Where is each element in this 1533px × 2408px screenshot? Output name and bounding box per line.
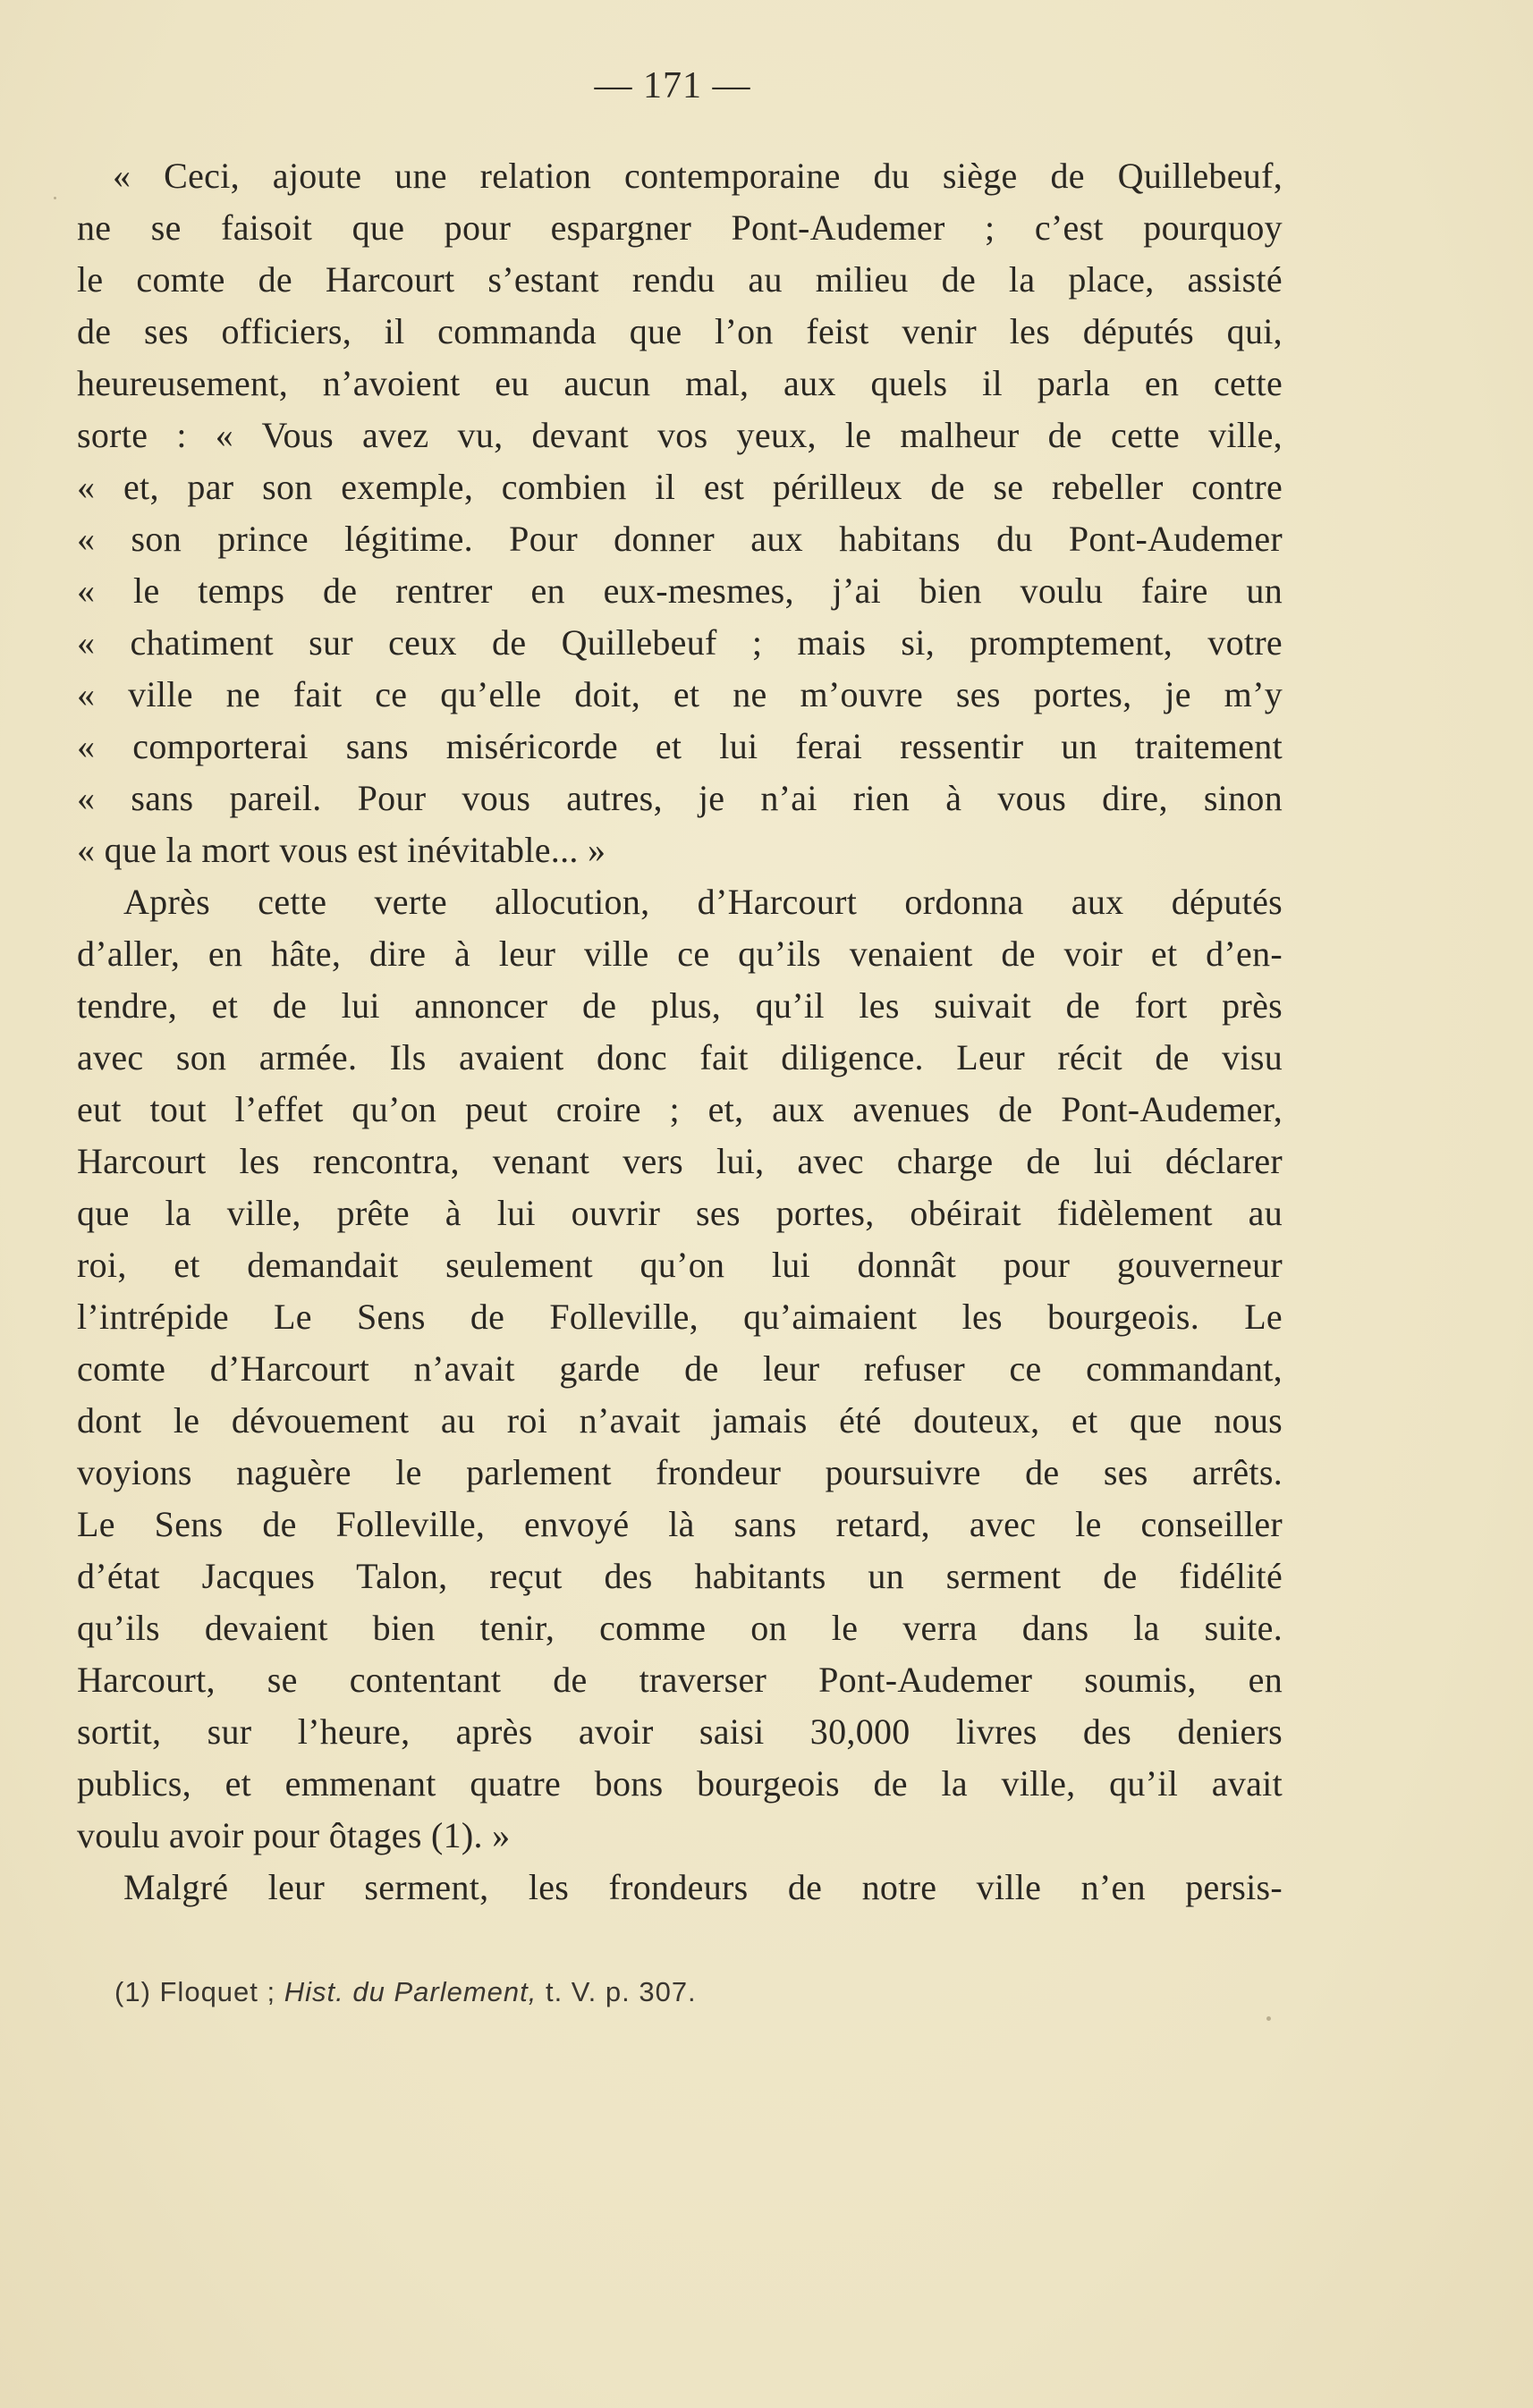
text-line: « ville ne fait ce qu’elle doit, et ne m’ouvre ses portes, je m’y [77,674,1283,714]
text-line: « que la mort vous est inévitable... » [77,830,606,870]
text-line: heureusement, n’avoient eu aucun mal, aux quels il parla en cette [77,363,1283,403]
text-line: avec son armée. Ils avaient donc fait diligence. Leur récit de visu [77,1037,1283,1077]
footnote-title: Hist. du Parlement, [284,1976,538,2007]
text-line: « comporterai sans miséricorde et lui ferai ressentir un traitement [77,726,1283,766]
text-line: « chatiment sur ceux de Quillebeuf ; mais si, promptement, votre [77,622,1283,663]
text-line: ne se faisoit que pour espargner Pont-Audemer ; c’est pourquoy [77,207,1283,248]
body-text [77,150,1283,1914]
text-line: voyions naguère le parlement frondeur poursuivre de ses arrêts. [77,1452,1283,1492]
text-line: « son prince légitime. Pour donner aux habitans du Pont-Audemer [77,519,1283,559]
text-line: roi, et demandait seulement qu’on lui donnât pour gouverneur [77,1245,1283,1285]
text-line: sorte : « Vous avez vu, devant vos yeux, le malheur de cette ville, [77,415,1283,455]
text-line: tendre, et de lui annoncer de plus, qu’il les suivait de fort près [77,985,1283,1026]
text-line: « sans pareil. Pour vous autres, je n’ai rien à vous dire, sinon [77,778,1283,818]
paper-speck [54,197,56,199]
text-line: Le Sens de Folleville, envoyé là sans retard, avec le conseiller [77,1504,1283,1544]
text-line: sortit, sur l’heure, après avoir saisi 30,000 livres des deniers [77,1711,1283,1752]
footnote-marker: (1) Floquet ; [114,1976,284,2007]
text-line: dont le dévouement au roi n’avait jamais été douteux, et que nous [77,1400,1283,1441]
text-line: Malgré leur serment, les frondeurs de notre ville n’en persis- [123,1867,1283,1907]
text-line: qu’ils devaient bien tenir, comme on le verra dans la suite. [77,1608,1283,1648]
text-line: de ses officiers, il commanda que l’on feist venir les députés qui, [77,311,1283,351]
text-line: publics, et emmenant quatre bons bourgeois de la ville, qu’il avait [77,1763,1283,1804]
text-line: d’état Jacques Talon, reçut des habitants un serment de fidélité [77,1556,1283,1596]
text-line: « Ceci, ajoute une relation contemporaine du siège de Quillebeuf, [113,156,1283,196]
text-line: l’intrépide Le Sens de Folleville, qu’aimaient les bourgeois. Le [77,1297,1283,1337]
footnote-reference: t. V. p. 307. [537,1976,697,2007]
paper-speck [1266,2016,1271,2021]
text-line: eut tout l’effet qu’on peut croire ; et, aux avenues de Pont-Audemer, [77,1089,1283,1129]
text-line: le comte de Harcourt s’estant rendu au milieu de la place, assisté [77,259,1283,300]
text-line: Après cette verte allocution, d’Harcourt ordonna aux députés [123,882,1283,922]
text-line: comte d’Harcourt n’avait garde de leur refuser ce commandant, [77,1348,1283,1389]
text-line: « le temps de rentrer en eux-mesmes, j’ai bien voulu faire un [77,570,1283,611]
text-line: voulu avoir pour ôtages (1). » [77,1815,511,1855]
text-line: d’aller, en hâte, dire à leur ville ce qu’ils venaient de voir et d’en- [77,934,1283,974]
text-line: que la ville, prête à lui ouvrir ses portes, obéirait fidèlement au [77,1193,1283,1233]
text-line: « et, par son exemple, combien il est périlleux de se rebeller contre [77,467,1283,507]
text-line: Harcourt les rencontra, venant vers lui, avec charge de lui déclarer [77,1141,1283,1181]
footnote [114,1976,697,2008]
text-line: Harcourt, se contentant de traverser Pont-Audemer soumis, en [77,1660,1283,1700]
page-number: — 171 — [594,65,751,106]
